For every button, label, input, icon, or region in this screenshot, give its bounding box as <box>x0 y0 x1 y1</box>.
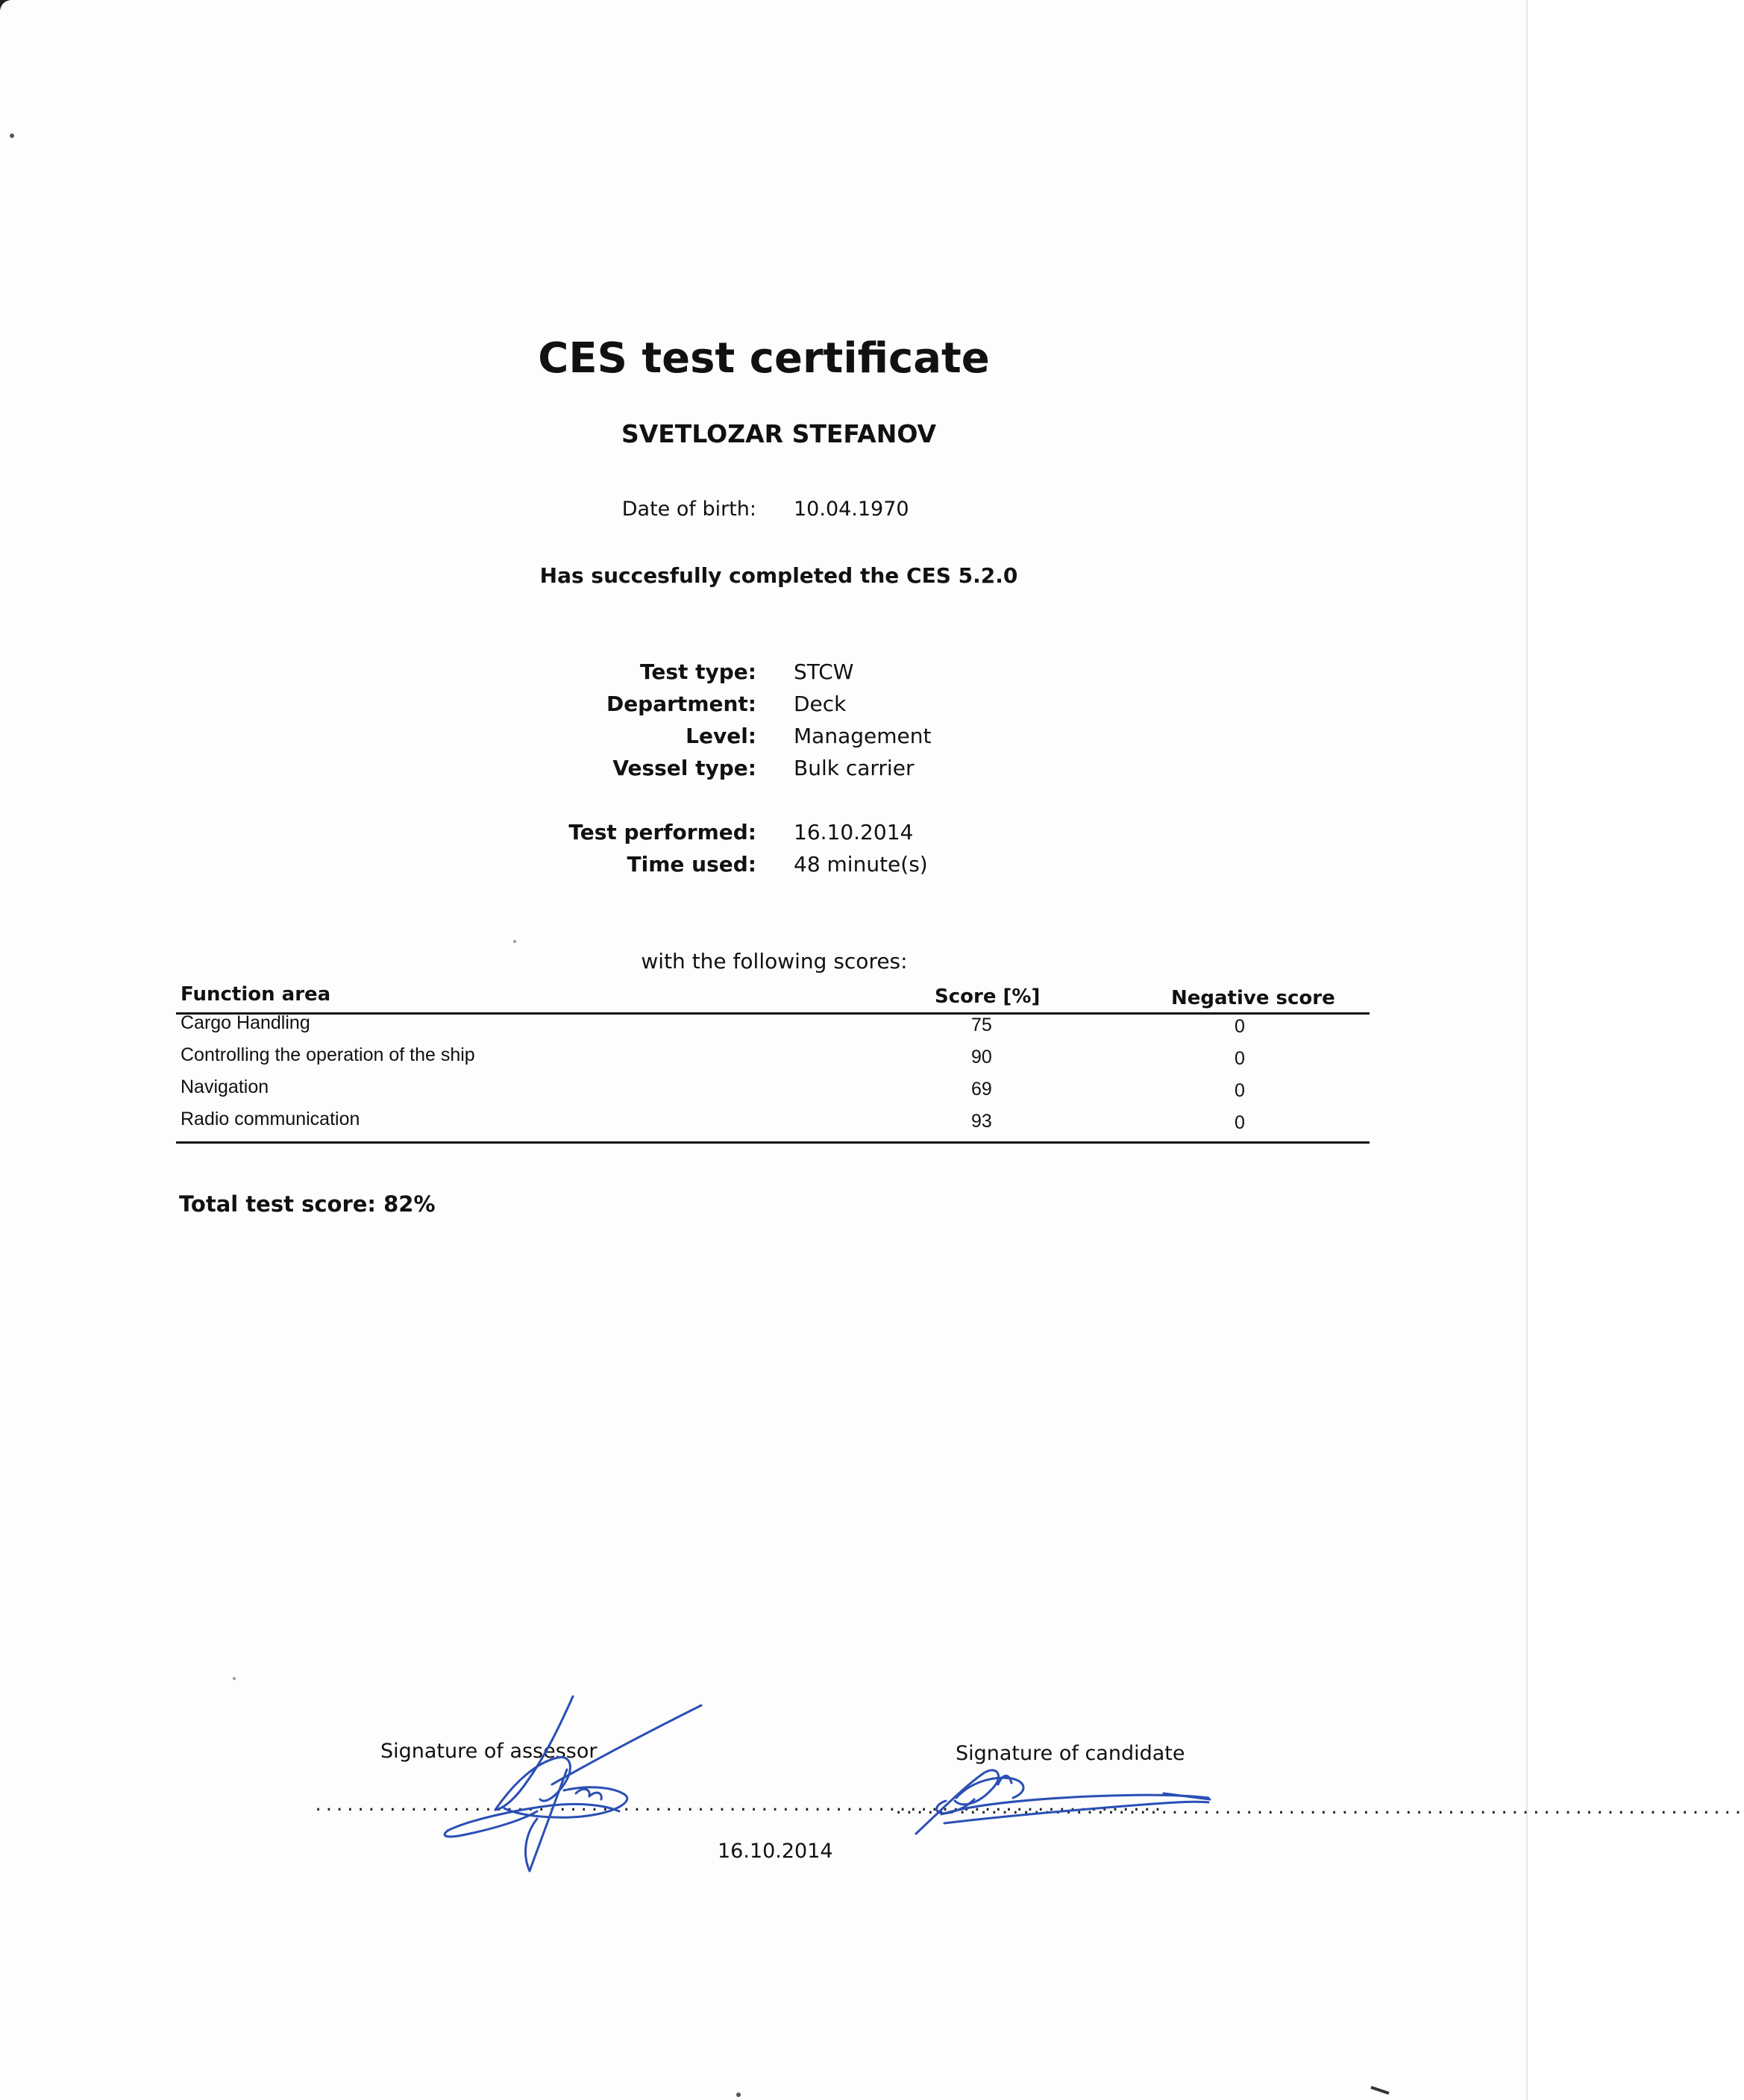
row-score: 90 <box>971 1047 992 1068</box>
candidate-signature <box>916 1770 1210 1834</box>
level-value: Management <box>794 724 932 748</box>
assessor-signature-label: Signature of assessor <box>380 1740 597 1763</box>
row-function-area: Controlling the operation of the ship <box>181 1044 475 1065</box>
row-negative-score: 0 <box>1235 1080 1245 1101</box>
test-performed-label: Test performed: <box>568 820 756 844</box>
row-function-area: Radio communication <box>181 1109 360 1129</box>
department-label: Department: <box>606 692 756 716</box>
row-negative-score: 0 <box>1235 1048 1245 1069</box>
row-score: 69 <box>971 1079 992 1100</box>
signature-date: 16.10.2014 <box>718 1840 833 1863</box>
candidate-signature-label: Signature of candidate <box>956 1742 1185 1765</box>
certificate-title: CES test certificate <box>538 334 990 383</box>
dob-label: Date of birth: <box>621 498 756 521</box>
candidate-signature-line: ................................................................................ <box>894 1799 1744 1818</box>
assessor-signature <box>445 1696 701 1871</box>
completion-statement: Has succesfully completed the CES 5.2.0 <box>539 563 1018 588</box>
assessor-signature-line: ................................................................................ <box>313 1796 1164 1815</box>
header-negative-score: Negative score <box>1171 987 1335 1009</box>
total-test-score: Total test score: 82% <box>179 1191 436 1217</box>
time-used-label: Time used: <box>627 852 756 877</box>
row-score: 93 <box>971 1111 992 1132</box>
test-performed-value: 16.10.2014 <box>794 820 914 844</box>
scores-intro: with the following scores: <box>641 949 908 974</box>
row-function-area: Cargo Handling <box>181 1012 310 1033</box>
dob-value: 10.04.1970 <box>794 498 909 521</box>
level-label: Level: <box>686 724 756 748</box>
time-used-value: 48 minute(s) <box>794 852 928 877</box>
test-type-value: STCW <box>794 659 854 684</box>
header-function-area: Function area <box>181 983 331 1006</box>
department-value: Deck <box>794 692 847 716</box>
test-type-label: Test type: <box>639 659 756 684</box>
row-score: 75 <box>971 1015 992 1035</box>
header-score: Score [%] <box>935 985 1041 1008</box>
row-negative-score: 0 <box>1235 1112 1245 1133</box>
vessel-type-label: Vessel type: <box>612 756 756 780</box>
candidate-name: SVETLOZAR STEFANOV <box>621 419 937 448</box>
row-negative-score: 0 <box>1235 1016 1245 1037</box>
row-function-area: Navigation <box>181 1076 269 1097</box>
vessel-type-value: Bulk carrier <box>794 756 915 780</box>
